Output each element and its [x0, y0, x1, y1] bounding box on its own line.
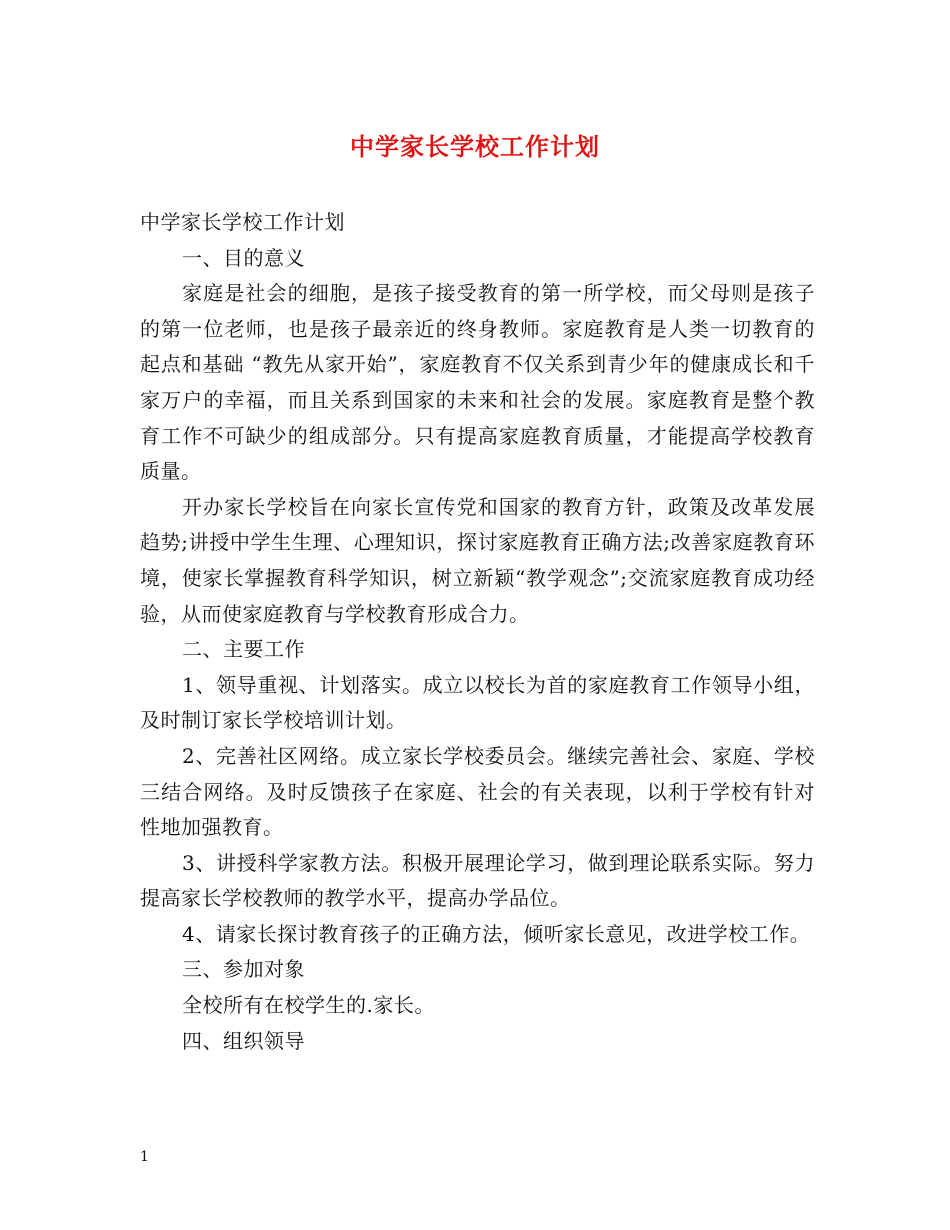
- section-heading-main-work: 二、主要工作: [182, 637, 305, 662]
- page-number: 1: [140, 1149, 149, 1165]
- subtitle-line: 中学家长学校工作计划: [140, 210, 345, 234]
- work-item-4: 4、请家长探讨教育孩子的正确方法，倾听家长意见，改进学校工作。: [182, 921, 811, 946]
- section-heading-participants: 三、参加对象: [182, 957, 305, 982]
- work-item-2: 2、完善社区网络。成立家长学校委员会。继续完善社会、家庭、学校三结合网络。及时反馈孩子在家庭、社会的有关表现，以利于学校有针对性地加强教育。: [140, 743, 815, 840]
- section-heading-organization: 四、组织领导: [182, 1028, 305, 1053]
- participants-text: 全校所有在校学生的.家长。: [182, 993, 435, 1018]
- work-item-3: 3、讲授科学家教方法。积极开展理论学习，做到理论联系实际。努力提高家长学校教师的教学水平，提高办学品位。: [140, 850, 815, 911]
- work-item-1: 1、领导重视、计划落实。成立以校长为首的家庭教育工作领导小组，及时制订家长学校培训计划。: [140, 672, 815, 733]
- document-title: 中学家长学校工作计划: [350, 132, 600, 161]
- document-body: [140, 205, 815, 1059]
- paragraph-family-education: 家庭是社会的细胞，是孩子接受教育的第一所学校，而父母则是孩子的第一位老师，也是孩子最亲近的终身教师。家庭教育是人类一切教育的起点和基础 “教先从家开始”，家庭教育不仅关系到青少年的健康成长和千家万户的幸福，而且关系到国家的未来和社会的发展。家庭教育是整个教育工作不可缺少的组成部分。只有提高家庭教育质量，才能提高学校教育质量。: [140, 281, 815, 484]
- section-heading-purpose: 一、目的意义: [182, 245, 305, 270]
- paragraph-school-aims: 开办家长学校旨在向家长宣传党和国家的教育方针，政策及改革发展趋势;讲授中学生生理、心理知识，探讨家庭教育正确方法;改善家庭教育环境，使家长掌握教育科学知识，树立新颖“教学观念”;交流家庭教育成功经验，从而使家庭教育与学校教育形成合力。: [140, 494, 815, 626]
